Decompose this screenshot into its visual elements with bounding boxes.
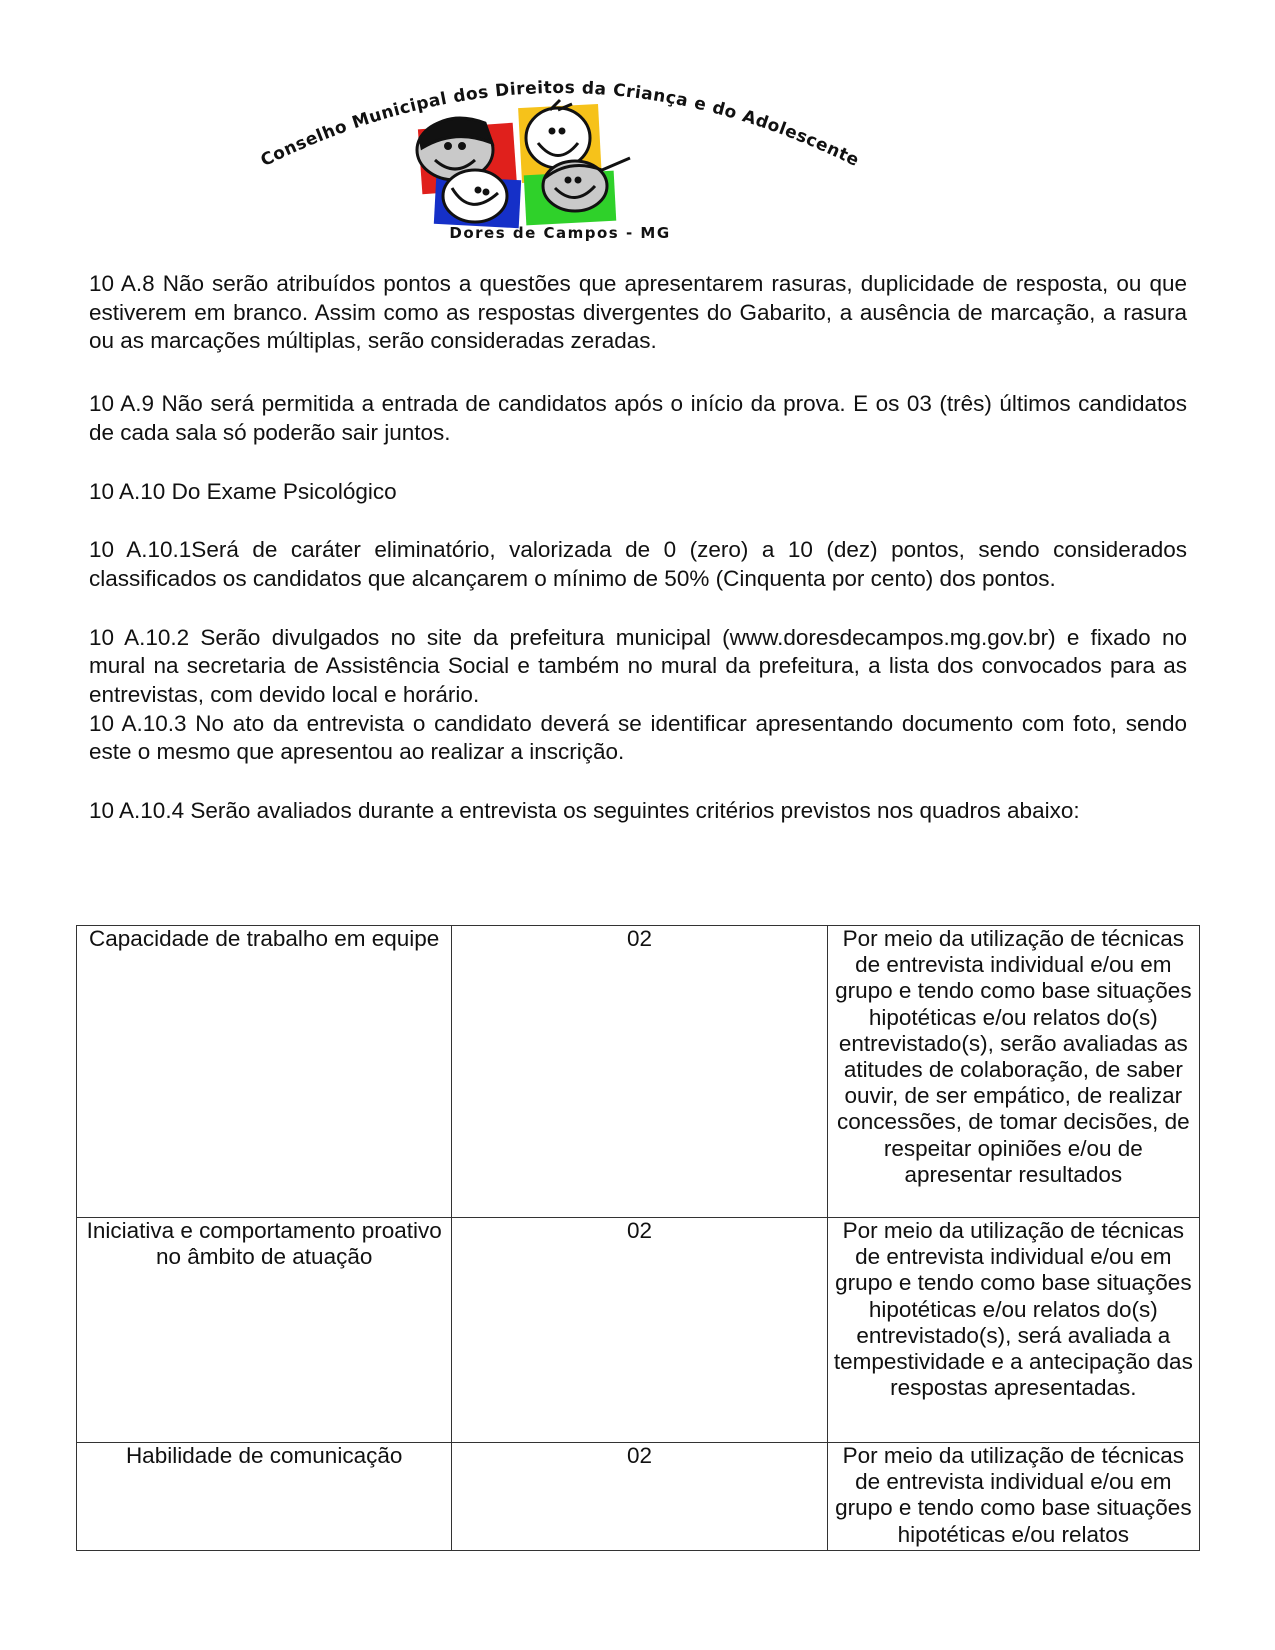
- paragraph-10a8: 10 A.8 Não serão atribuídos pontos a questões que apresentarem rasuras, duplicidade de resposta, ou que estiverem em branco. Assim como as respostas divergentes do Gabarito, a ausência de marcação, a rasura ou as marcações múltiplas, serão consideradas zeradas.: [89, 271, 1187, 354]
- smiling-face-icon: [543, 158, 630, 211]
- table-row: [77, 1218, 1200, 1443]
- method-cell: Por meio da utilização de técnicas de entrevista individual e/ou em grupo e tendo como base situações hipotéticas e/ou relatos: [827, 1443, 1199, 1551]
- logo-subtitle: Dores de Campos - MG: [449, 224, 671, 242]
- paragraph-10a9: 10 A.9 Não será permitida a entrada de candidatos após o início da prova. E os 03 (três) últimos candidatos de cada sala só poderão sair juntos.: [89, 391, 1187, 445]
- criterion-cell: Iniciativa e comportamento proativo no âmbito de atuação: [77, 1218, 452, 1443]
- section-heading-exame-psicologico: 10 A.10 Do Exame Psicológico: [89, 478, 397, 504]
- points-cell: 02: [452, 1443, 827, 1551]
- paragraph-10a10-3: 10 A.10.3 No ato da entrevista o candidato deverá se identificar apresentando documento com foto, sendo este o mesmo que apresentou ao realizar a inscrição.: [89, 710, 1187, 765]
- points-cell: 02: [452, 1218, 827, 1443]
- paragraph-10a10-2: 10 A.10.2 Serão divulgados no site da prefeitura municipal (www.doresdecampos.mg.gov.br) e fixado no mural na secretaria de Assistência Social e também no mural da prefeitura, a lista dos convocados para as entrevistas, com devido local e horário.: [89, 624, 1187, 708]
- smiling-face-icon: [443, 170, 507, 222]
- children-faces-logo-icon: [230, 68, 890, 243]
- method-cell: Por meio da utilização de técnicas de entrevista individual e/ou em grupo e tendo como base situações hipotéticas e/ou relatos do(s) entrevistado(s), será avaliada a tempestividade e a antecipação das respostas apresentadas.: [827, 1218, 1199, 1443]
- table-row: [77, 926, 1200, 1218]
- logo-arc-text: Conselho Municipal dos Direitos da Criança e do Adolescente: [257, 77, 863, 172]
- paragraph-10a10-4: 10 A.10.4 Serão avaliados durante a entrevista os seguintes critérios previstos nos quadros abaixo:: [89, 798, 1080, 824]
- document-body: [89, 270, 1187, 826]
- table-row: [77, 1443, 1200, 1551]
- criterion-cell: Habilidade de comunicação: [77, 1443, 452, 1551]
- criterion-cell: Capacidade de trabalho em equipe: [77, 926, 452, 1218]
- paragraph-10a10-1: 10 A.10.1Será de caráter eliminatório, valorizada de 0 (zero) a 10 (dez) pontos, sendo considerados classificados os candidatos que alcançarem o mínimo de 50% (Cinquenta por cento) dos pontos.: [89, 537, 1187, 591]
- method-cell: Por meio da utilização de técnicas de entrevista individual e/ou em grupo e tendo como base situações hipotéticas e/ou relatos do(s) entrevistado(s), serão avaliadas as atitudes de colaboração, de saber ouvir, de ser empático, de realizar concessões, de tomar decisões, de respeitar opiniões e/ou de apresentar resultados: [827, 926, 1199, 1218]
- council-logo: [230, 68, 890, 243]
- points-cell: 02: [452, 926, 827, 1218]
- evaluation-criteria-table: [76, 925, 1200, 1551]
